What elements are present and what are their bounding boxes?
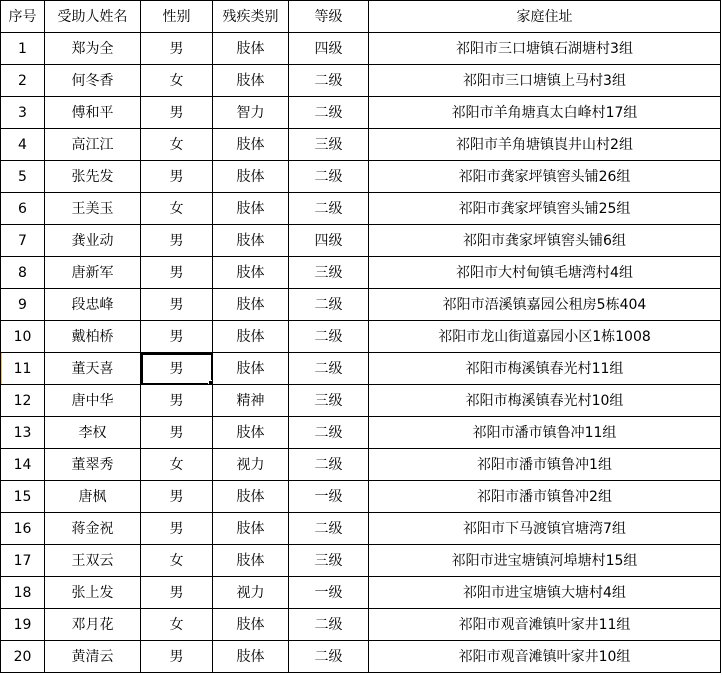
column-header-name[interactable]: 受助人姓名 bbox=[45, 1, 141, 33]
cell-address[interactable]: 祁阳市浯溪镇嘉园公租房5栋404 bbox=[369, 289, 721, 321]
cell-gender[interactable]: 男 bbox=[141, 641, 213, 673]
cell-gender[interactable]: 女 bbox=[141, 545, 213, 577]
cell-level[interactable]: 二级 bbox=[289, 449, 369, 481]
cell-disability-type[interactable]: 智力 bbox=[213, 97, 289, 129]
table-row bbox=[1, 129, 721, 161]
table-row bbox=[1, 385, 721, 417]
cell-level[interactable]: 四级 bbox=[289, 33, 369, 65]
cell-name[interactable]: 戴柏桥 bbox=[45, 321, 141, 353]
header-row bbox=[1, 1, 721, 33]
cell-name[interactable]: 张先发 bbox=[45, 161, 141, 193]
table-row bbox=[1, 97, 721, 129]
cell-gender[interactable]: 男 bbox=[141, 321, 213, 353]
cell-level[interactable]: 二级 bbox=[289, 193, 369, 225]
cell-index[interactable]: 3 bbox=[1, 97, 45, 129]
cell-level[interactable]: 二级 bbox=[289, 417, 369, 449]
cell-gender[interactable]: 男 bbox=[141, 33, 213, 65]
column-header-disability-type[interactable]: 残疾类别 bbox=[213, 1, 289, 33]
table-body bbox=[1, 33, 721, 673]
table-row bbox=[1, 321, 721, 353]
cell-address[interactable]: 祁阳市梅溪镇春光村10组 bbox=[369, 385, 721, 417]
cell-disability-type[interactable]: 肢体 bbox=[213, 481, 289, 513]
cell-gender[interactable]: 男 bbox=[141, 417, 213, 449]
cell-name[interactable]: 董翠秀 bbox=[45, 449, 141, 481]
cell-address[interactable]: 祁阳市大村甸镇毛塘湾村4组 bbox=[369, 257, 721, 289]
cell-level[interactable]: 一级 bbox=[289, 577, 369, 609]
cell-disability-type[interactable]: 肢体 bbox=[213, 513, 289, 545]
cell-disability-type[interactable]: 肢体 bbox=[213, 353, 289, 385]
cell-name[interactable]: 邓月花 bbox=[45, 609, 141, 641]
cell-gender[interactable]: 男 bbox=[141, 289, 213, 321]
cell-disability-type[interactable]: 肢体 bbox=[213, 289, 289, 321]
cell-name[interactable]: 郑为全 bbox=[45, 33, 141, 65]
cell-disability-type[interactable]: 肢体 bbox=[213, 161, 289, 193]
cell-disability-type[interactable]: 肢体 bbox=[213, 129, 289, 161]
cell-disability-type[interactable]: 肢体 bbox=[213, 193, 289, 225]
cell-disability-type[interactable]: 肢体 bbox=[213, 65, 289, 97]
cell-level[interactable]: 二级 bbox=[289, 513, 369, 545]
cell-index[interactable]: 17 bbox=[1, 545, 45, 577]
cell-index[interactable]: 9 bbox=[1, 289, 45, 321]
cell-index[interactable]: 18 bbox=[1, 577, 45, 609]
cell-name[interactable]: 高江江 bbox=[45, 129, 141, 161]
cell-level[interactable]: 三级 bbox=[289, 545, 369, 577]
cell-level[interactable]: 一级 bbox=[289, 481, 369, 513]
cell-level[interactable]: 三级 bbox=[289, 257, 369, 289]
cell-index[interactable]: 16 bbox=[1, 513, 45, 545]
cell-gender[interactable]: 男 bbox=[141, 481, 213, 513]
cell-name[interactable]: 黄清云 bbox=[45, 641, 141, 673]
cell-gender[interactable]: 男 bbox=[141, 161, 213, 193]
cell-disability-type[interactable]: 精神 bbox=[213, 385, 289, 417]
column-header-address[interactable]: 家庭住址 bbox=[369, 1, 721, 33]
table-row bbox=[1, 609, 721, 641]
column-header-gender[interactable]: 性别 bbox=[141, 1, 213, 33]
cell-level[interactable]: 三级 bbox=[289, 385, 369, 417]
cell-level[interactable]: 二级 bbox=[289, 609, 369, 641]
cell-name[interactable]: 何冬香 bbox=[45, 65, 141, 97]
cell-address[interactable]: 祁阳市潘市镇鲁冲2组 bbox=[369, 481, 721, 513]
cell-index[interactable]: 20 bbox=[1, 641, 45, 673]
cell-level[interactable]: 二级 bbox=[289, 641, 369, 673]
cell-disability-type[interactable]: 视力 bbox=[213, 577, 289, 609]
cell-level[interactable]: 二级 bbox=[289, 321, 369, 353]
cell-name[interactable]: 唐枫 bbox=[45, 481, 141, 513]
table-row bbox=[1, 161, 721, 193]
cell-address[interactable]: 祁阳市下马渡镇官塘湾7组 bbox=[369, 513, 721, 545]
cell-name[interactable]: 王美玉 bbox=[45, 193, 141, 225]
cell-index[interactable]: 7 bbox=[1, 225, 45, 257]
cell-address[interactable]: 祁阳市潘市镇鲁冲1组 bbox=[369, 449, 721, 481]
cell-level[interactable]: 三级 bbox=[289, 129, 369, 161]
selected-cell[interactable]: 男 bbox=[141, 353, 213, 385]
fill-handle[interactable] bbox=[208, 380, 213, 385]
cell-gender[interactable]: 女 bbox=[141, 193, 213, 225]
cell-gender[interactable]: 女 bbox=[141, 449, 213, 481]
cell-level[interactable]: 二级 bbox=[289, 161, 369, 193]
cell-name[interactable]: 段忠峰 bbox=[45, 289, 141, 321]
cell-index[interactable]: 4 bbox=[1, 129, 45, 161]
cell-disability-type[interactable]: 肢体 bbox=[213, 321, 289, 353]
cell-gender[interactable]: 男 bbox=[141, 385, 213, 417]
table-row bbox=[1, 641, 721, 673]
cell-address[interactable]: 祁阳市龚家坪镇窖头铺25组 bbox=[369, 193, 721, 225]
cell-name[interactable]: 张上发 bbox=[45, 577, 141, 609]
cell-disability-type[interactable]: 肢体 bbox=[213, 641, 289, 673]
cell-name[interactable]: 唐新军 bbox=[45, 257, 141, 289]
table-row bbox=[1, 65, 721, 97]
cell-disability-type[interactable]: 视力 bbox=[213, 449, 289, 481]
cell-name[interactable]: 李权 bbox=[45, 417, 141, 449]
cell-disability-type[interactable]: 肢体 bbox=[213, 609, 289, 641]
cell-address[interactable]: 祁阳市潘市镇鲁冲11组 bbox=[369, 417, 721, 449]
table-row bbox=[1, 545, 721, 577]
table-row bbox=[1, 449, 721, 481]
cell-name[interactable]: 唐中华 bbox=[45, 385, 141, 417]
cell-address[interactable]: 祁阳市进宝塘镇大塘村4组 bbox=[369, 577, 721, 609]
cell-level[interactable]: 二级 bbox=[289, 353, 369, 385]
cell-gender[interactable]: 男 bbox=[141, 97, 213, 129]
cell-index[interactable]: 11 bbox=[1, 353, 45, 385]
table-row bbox=[1, 353, 721, 385]
column-header-level[interactable]: 等级 bbox=[289, 1, 369, 33]
cell-gender[interactable]: 女 bbox=[141, 609, 213, 641]
cell-index[interactable]: 12 bbox=[1, 385, 45, 417]
cell-address[interactable]: 祁阳市观音滩镇叶家井10组 bbox=[369, 641, 721, 673]
table-row bbox=[1, 577, 721, 609]
table-row bbox=[1, 513, 721, 545]
cell-index[interactable]: 13 bbox=[1, 417, 45, 449]
cell-index[interactable]: 14 bbox=[1, 449, 45, 481]
table-row bbox=[1, 417, 721, 449]
cell-address[interactable]: 祁阳市羊角塘真太白峰村17组 bbox=[369, 97, 721, 129]
cell-gender[interactable]: 男 bbox=[141, 577, 213, 609]
cell-disability-type[interactable]: 肢体 bbox=[213, 33, 289, 65]
table-row bbox=[1, 289, 721, 321]
cell-gender[interactable]: 女 bbox=[141, 65, 213, 97]
cell-name[interactable]: 龚业动 bbox=[45, 225, 141, 257]
table-row bbox=[1, 193, 721, 225]
cell-index[interactable]: 5 bbox=[1, 161, 45, 193]
cell-disability-type[interactable]: 肢体 bbox=[213, 417, 289, 449]
cell-name[interactable]: 傅和平 bbox=[45, 97, 141, 129]
cell-level[interactable]: 二级 bbox=[289, 65, 369, 97]
cell-address[interactable]: 祁阳市进宝塘镇河埠塘村15组 bbox=[369, 545, 721, 577]
cell-index[interactable]: 15 bbox=[1, 481, 45, 513]
cell-disability-type[interactable]: 肢体 bbox=[213, 257, 289, 289]
cell-index[interactable]: 19 bbox=[1, 609, 45, 641]
table-row bbox=[1, 481, 721, 513]
table-row bbox=[1, 33, 721, 65]
cell-level[interactable]: 二级 bbox=[289, 289, 369, 321]
cell-address[interactable]: 祁阳市羊角塘镇崀井山村2组 bbox=[369, 129, 721, 161]
column-header-index[interactable]: 序号 bbox=[1, 1, 45, 33]
cell-level[interactable]: 二级 bbox=[289, 97, 369, 129]
cell-level[interactable]: 四级 bbox=[289, 225, 369, 257]
table-row bbox=[1, 257, 721, 289]
cell-index[interactable]: 6 bbox=[1, 193, 45, 225]
cell-gender[interactable]: 男 bbox=[141, 513, 213, 545]
cell-gender[interactable]: 女 bbox=[141, 129, 213, 161]
cell-address[interactable]: 祁阳市梅溪镇春光村11组 bbox=[369, 353, 721, 385]
cell-name[interactable]: 蒋金祝 bbox=[45, 513, 141, 545]
cell-address[interactable]: 祁阳市龚家坪镇窖头铺26组 bbox=[369, 161, 721, 193]
cell-index[interactable]: 1 bbox=[1, 33, 45, 65]
cell-address[interactable]: 祁阳市三口塘镇石湖塘村3组 bbox=[369, 33, 721, 65]
cell-disability-type[interactable]: 肢体 bbox=[213, 545, 289, 577]
cell-name[interactable]: 董天喜 bbox=[45, 353, 141, 385]
cell-gender[interactable]: 男 bbox=[141, 257, 213, 289]
cell-index[interactable]: 10 bbox=[1, 321, 45, 353]
cell-disability-type[interactable]: 肢体 bbox=[213, 225, 289, 257]
cell-address[interactable]: 祁阳市龙山街道嘉园小区1栋1008 bbox=[369, 321, 721, 353]
cell-name[interactable]: 王双云 bbox=[45, 545, 141, 577]
cell-gender[interactable]: 男 bbox=[141, 225, 213, 257]
cell-index[interactable]: 2 bbox=[1, 65, 45, 97]
cell-address[interactable]: 祁阳市龚家坪镇窖头铺6组 bbox=[369, 225, 721, 257]
table-row bbox=[1, 225, 721, 257]
cell-address[interactable]: 祁阳市观音滩镇叶家井11组 bbox=[369, 609, 721, 641]
cell-index[interactable]: 8 bbox=[1, 257, 45, 289]
cell-address[interactable]: 祁阳市三口塘镇上马村3组 bbox=[369, 65, 721, 97]
